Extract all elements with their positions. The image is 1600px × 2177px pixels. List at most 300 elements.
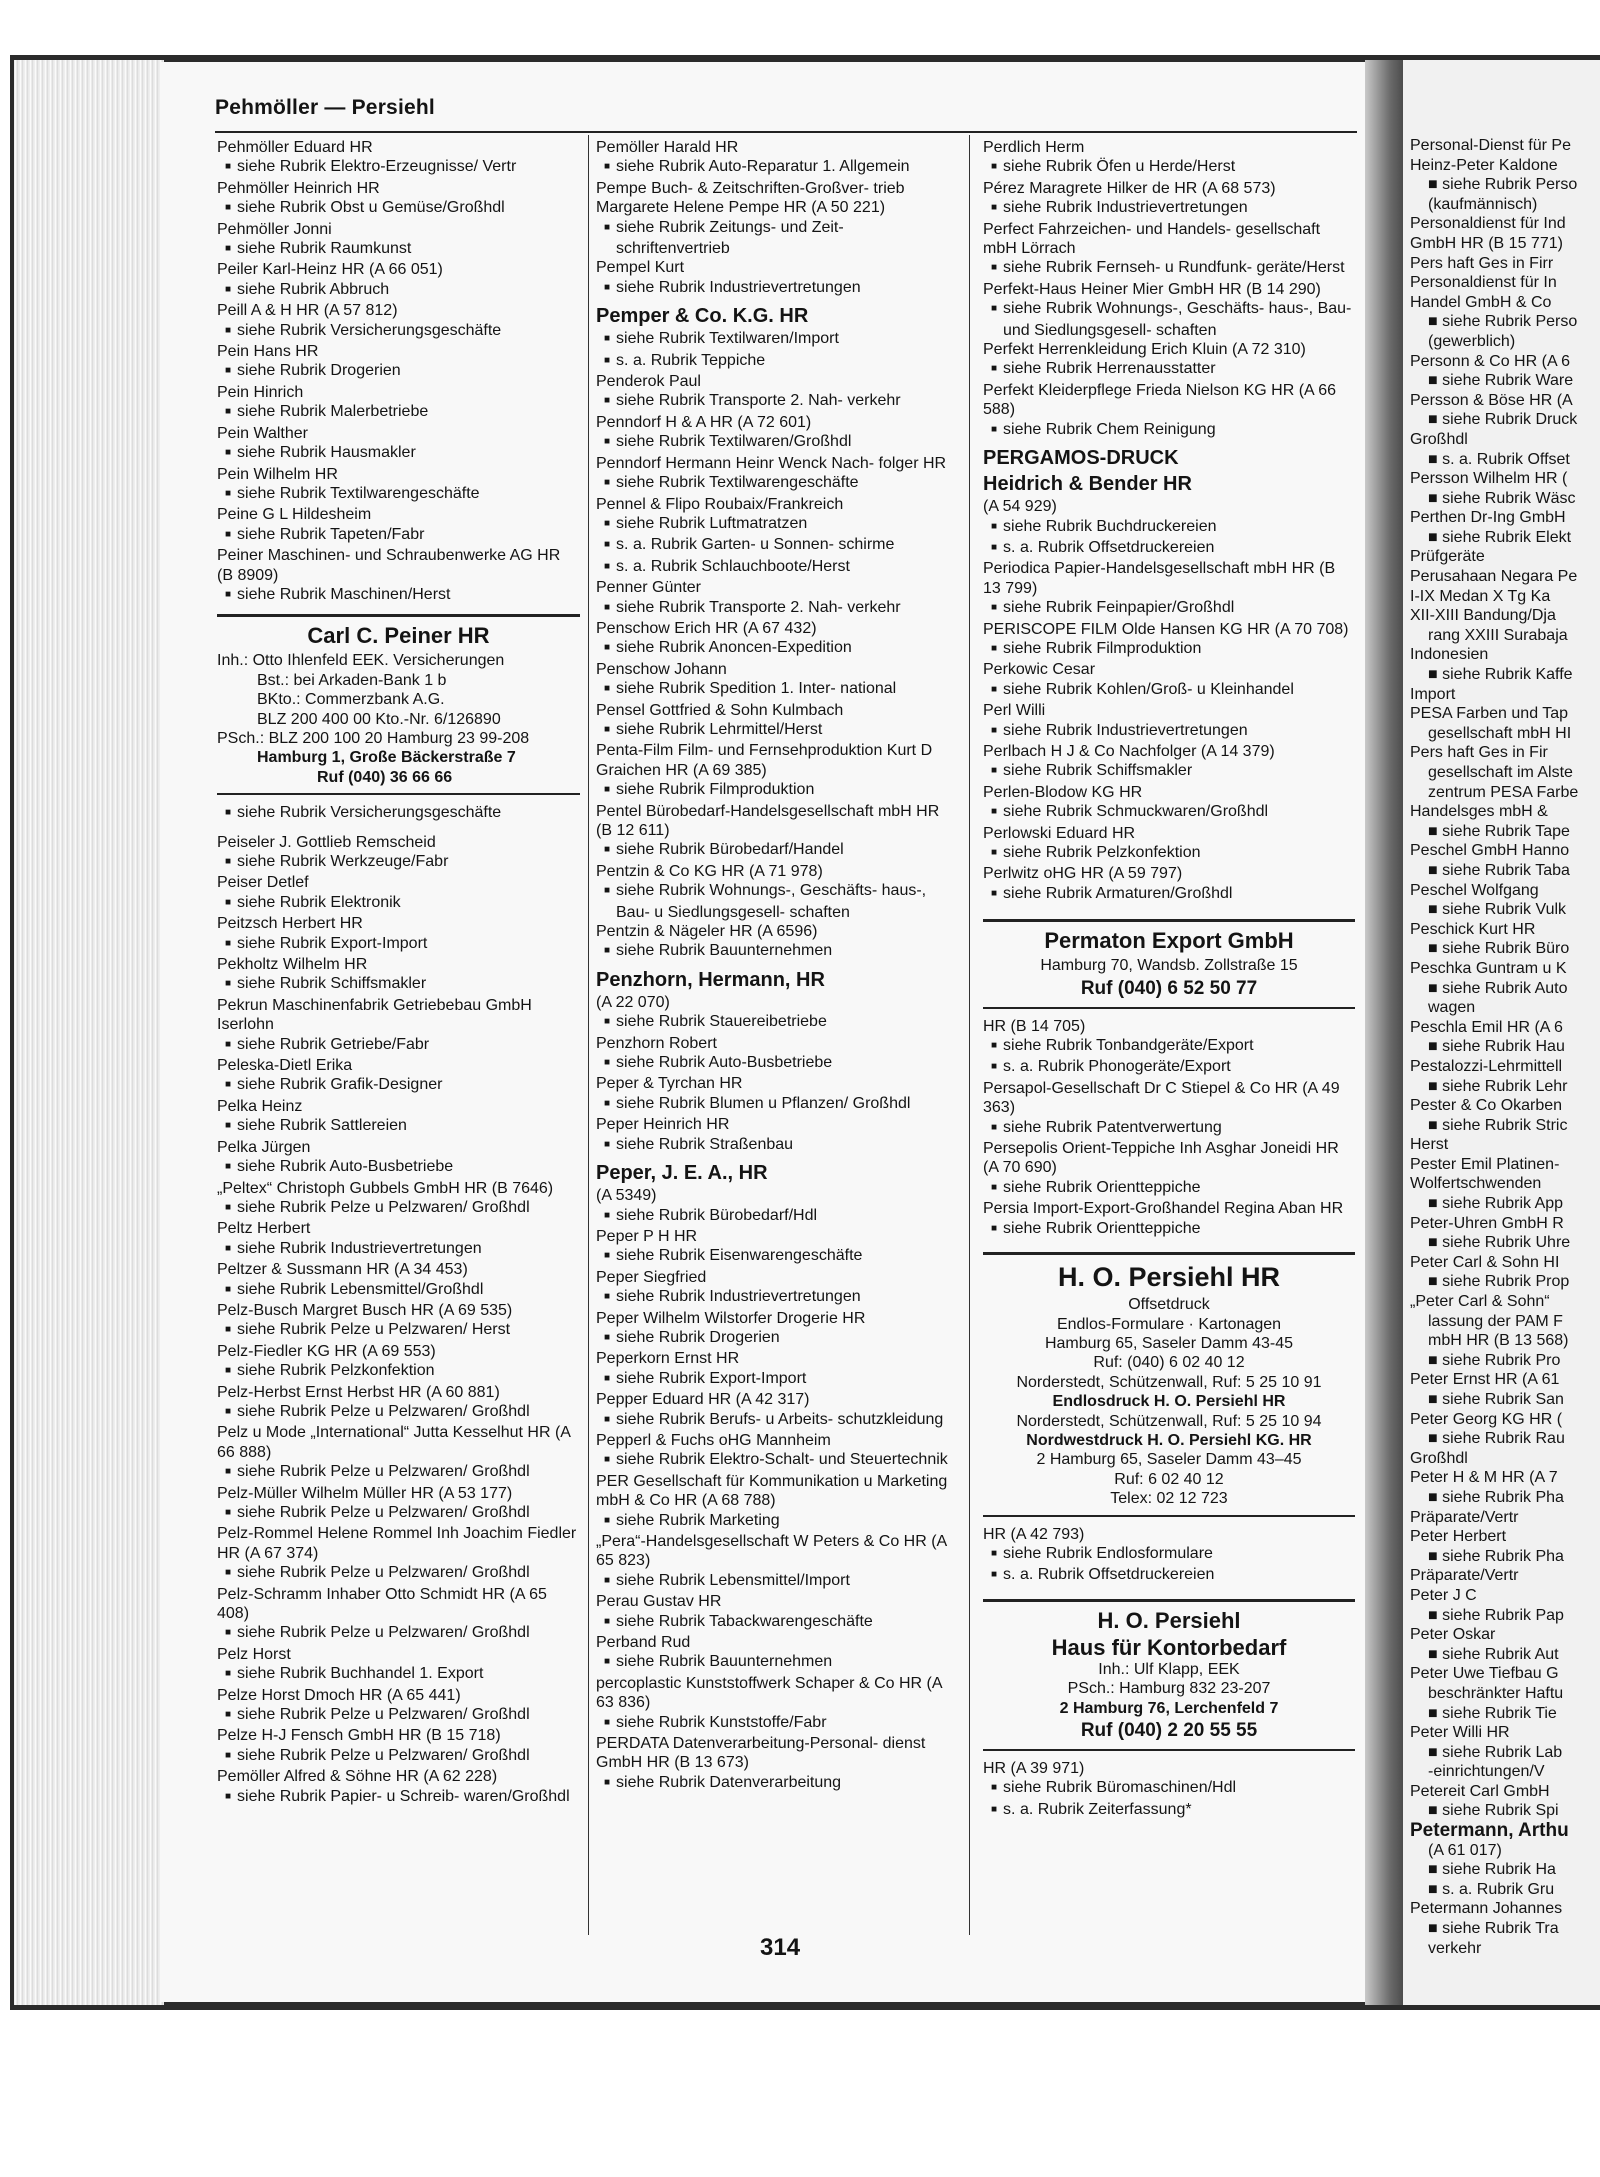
rubrik-ref: ■ siehe Rubrik Auto-Busbetriebe [217,1157,580,1178]
ad-body [217,651,580,787]
entry-name: (A 5349) [596,1187,657,1205]
entry-name: Peper P H HR [596,1227,698,1245]
facing-page-line: Peschel GmbH Hanno [1410,842,1570,860]
facing-page-line: „Peter Carl & Sohn“ [1410,1293,1550,1311]
ad-line: Ruf: (040) 6 02 40 12 [1093,1354,1245,1372]
ad-line: 2 Hamburg 65, Saseler Damm 43–45 [1036,1451,1302,1469]
entry-name: Perdlich Herm [983,139,1085,156]
rubrik-ref: ■ siehe Rubrik Textilwarengeschäfte [596,473,958,494]
entry-name: Pelze Horst Dmoch HR (A 65 441) [217,1686,461,1704]
directory-entry [217,220,580,261]
directory-entry [217,1383,580,1424]
directory-entry [596,1074,958,1115]
rubrik-ref: ■ siehe Rubrik Versicherungsgeschäfte [217,803,580,824]
rubrik-ref: ■ siehe Rubrik Kohlen/Groß- u Kleinhandel [983,680,1355,701]
rubrik-ref: ■ siehe Rubrik Obst u Gemüse/Großhdl [217,198,580,219]
book-page-edges [14,60,164,2005]
rubrik-ref: ■ siehe Rubrik Lebensmittel/Import [596,1571,958,1592]
directory-entry [596,454,958,495]
entry-name: Peiseler J. Gottlieb Remscheid [217,833,436,851]
facing-page-line: Heinz-Peter Kaldone [1410,156,1558,174]
entry-name: Penderok Paul [596,373,701,391]
page-number: 314 [760,1934,801,1961]
entry-group [983,138,1355,441]
rubrik-ref: ■ siehe Rubrik Pelze u Pelzwaren/ Großhdl [217,1503,580,1524]
facing-page-line: ■ siehe Rubrik Druck [1428,411,1578,429]
ad-line: Bst.: bei Arkaden-Bank 1 b [257,671,447,689]
facing-page-line: GmbH HR (B 15 771) [1410,234,1563,252]
directory-entry [596,619,958,660]
entry-name: Pelz-Rommel Helene Rommel Inh Joachim Fiedler HR (A 67 374) [217,1525,577,1562]
ad-peiner [217,614,580,795]
facing-page-line: Perthen Dr-Ing GmbH [1410,509,1566,527]
directory-entry [217,1219,580,1260]
directory-entry [217,424,580,465]
directory-entry [217,1138,580,1179]
facing-page-line: ■ siehe Rubrik Prop [1428,1273,1570,1291]
facing-page-line: ■ siehe Rubrik Pap [1428,1606,1564,1624]
facing-page-line: Präparate/Vertr [1410,1508,1519,1526]
entry-name: Perlen-Blodow KG HR [983,783,1143,801]
facing-page-line: Indonesien [1410,646,1489,664]
facing-page-line: zentrum PESA Farbe [1428,783,1579,801]
facing-page-line: I-IX Medan X Tg Ka [1410,587,1551,605]
entry-name: Perfekt Herrenkleidung Erich Kluin (A 72 310) [983,341,1306,359]
rubrik-ref: ■ siehe Rubrik Schmuckwaren/Großhdl [983,802,1355,823]
entry-name: Pelka Jürgen [217,1138,311,1156]
entry-name: Pelz u Mode „International“ Jutta Kesselhut HR (A 66 888) [217,1424,571,1461]
entry-name: Pepper Eduard HR (A 42 317) [596,1391,810,1409]
rubrik-ref: ■ siehe Rubrik Papier- u Schreib- waren/Großhdl [217,1787,580,1808]
facing-page-line: ■ siehe Rubrik Elekt [1428,528,1572,546]
rubrik-ref: ■ siehe Rubrik Tonbandgeräte/Export [983,1036,1355,1057]
directory-entry [596,1592,958,1633]
entry-name: Pentzin & Co KG HR (A 71 978) [596,862,823,880]
rubrik-ref: ■ siehe Rubrik Marketing [596,1511,958,1532]
facing-page-line: ■ siehe Rubrik Pha [1428,1547,1564,1565]
facing-page-line: ■ siehe Rubrik San [1428,1391,1564,1408]
rubrik-ref: ■ siehe Rubrik Pelze u Pelzwaren/ Großhdl [217,1705,580,1726]
facing-page-line: Peschel Wolfgang [1410,881,1539,899]
directory-entry [983,220,1355,280]
directory-entry [217,873,580,914]
facing-page-line: (kaufmännisch) [1428,195,1538,213]
rubrik-ref: ■ siehe Rubrik Textilwaren/Import [596,329,958,350]
rubrik-ref: ■ siehe Rubrik Bürobedarf/Hdl [596,1206,958,1227]
ad-title: H. O. Persiehl HR [1057,1262,1281,1293]
facing-page-line: Petereit Carl GmbH [1410,1782,1550,1800]
entry-name: Peper Heinrich HR [596,1116,730,1134]
facing-page-line: mbH HR (B 13 568) [1428,1332,1569,1350]
directory-entry [217,1056,580,1097]
entry-name: percoplastic Kunststoffwerk Schaper & Co HR (A 63 836) [596,1674,942,1712]
rubrik-ref: ■ siehe Rubrik Versicherungsgeschäfte [217,321,580,342]
directory-entry [596,701,958,742]
directory-entry [217,546,580,606]
facing-page-line: wagen [1428,999,1476,1017]
entry-name: Perlowski Eduard HR [983,824,1136,842]
directory-entry [596,372,958,413]
directory-entry [983,701,1355,742]
facing-page-line: (gewerblich) [1428,332,1516,350]
entry-name: Pekholtz Wilhelm HR [217,956,368,974]
rubrik-ref: ■ siehe Rubrik Pelze u Pelzwaren/ Herst [217,1320,580,1341]
directory-entry [983,381,1355,441]
directory-entry [596,1472,958,1532]
entry-name: PER Gesellschaft für Kommunikation u Marketing mbH & Co HR (A 68 788) [596,1472,948,1510]
entry-name: Pein Hinrich [217,383,304,401]
rubrik-ref: ■ siehe Rubrik Getriebe/Fabr [217,1035,580,1056]
rubrik-ref: ■ siehe Rubrik Industrievertretungen [596,1287,958,1308]
facing-page-line: ■ siehe Rubrik Perso [1428,313,1578,331]
entry-name: „Peltex“ Christoph Gubbels GmbH HR (B 7646) [217,1179,554,1197]
ad-line: Inh.: Ulf Klapp, EEK [1098,1660,1240,1678]
rubrik-ref: ■ s. a. Rubrik Offsetdruckereien [983,1565,1355,1586]
entry-name: Penndorf H & A HR (A 72 601) [596,413,812,431]
directory-entry [983,824,1355,865]
entry-name: Penzhorn Robert [596,1034,717,1052]
entry-name: Penschow Johann [596,660,727,678]
rubrik-ref: ■ siehe Rubrik Drogerien [596,1328,958,1349]
directory-entry [983,179,1355,220]
facing-page-line: Peter Uwe Tiefbau G [1410,1665,1559,1683]
entry-group [983,1525,1355,1587]
directory-entry [983,340,1355,381]
directory-entry [596,802,958,862]
facing-page-line: gesellschaft im Alste [1428,764,1573,781]
facing-page-line: Großhdl [1410,430,1468,448]
rubrik-ref: ■ siehe Rubrik Anoncen-Expedition [596,638,958,659]
entry-name: Peper Siegfried [596,1268,707,1286]
rubrik-ref: ■ siehe Rubrik Auto-Busbetriebe [596,1053,958,1074]
facing-page-line: Peter Willi HR [1410,1724,1510,1742]
facing-page-line: Pester Emil Platinen- [1410,1155,1560,1173]
facing-page-line: ■ siehe Rubrik Tape [1428,822,1570,840]
entry-name: PERDATA Datenverarbeitung-Personal- dienst GmbH HR (B 13 673) [596,1735,926,1772]
rubrik-ref: ■ siehe Rubrik Lehrmittel/Herst [596,720,958,741]
facing-page-line: XII-XIII Bandung/Dja [1410,607,1556,625]
entry-name: Persapol-Gesellschaft Dr C Stiepel & Co HR (A 49 363) [983,1079,1340,1117]
entry-name: Pein Walther [217,424,308,442]
bold-heading-pergamos-sub: Heidrich & Bender HR [983,473,1192,496]
facing-page-line: Herst [1410,1136,1449,1154]
directory-entry [983,559,1355,619]
facing-page-line: gesellschaft mbH HI [1428,724,1572,742]
ad-line: PSch.: BLZ 200 100 20 Hamburg 23 99-208 [217,729,530,747]
directory-entry [596,578,958,619]
directory-entry [596,1115,958,1156]
rubrik-ref: ■ siehe Rubrik Herrenausstatter [983,359,1355,380]
entry-name: Pehmöller Jonni [217,220,332,238]
directory-entry [217,1726,580,1767]
ad-line: BKto.: Commerzbank A.G. [257,691,445,709]
directory-entry [596,413,958,454]
rubrik-ref: ■ siehe Rubrik Werkzeuge/Fabr [217,852,580,873]
entry-name: Perau Gustav HR [596,1593,722,1611]
facing-page-line: beschränkter Haftu [1428,1684,1564,1702]
entry-name: Peltzer & Sussmann HR (A 34 453) [217,1261,468,1279]
entry-group [217,833,580,1809]
facing-page-line: ■ siehe Rubrik Stric [1428,1116,1568,1134]
facing-page-line: Pestalozzi-Lehrmittell [1410,1057,1563,1075]
entry-name: Pentel Bürobedarf-Handelsgesellschaft mbH HR (B 12 611) [596,802,940,839]
directory-entry [983,1759,1355,1821]
rubrik-ref: ■ siehe Rubrik Blumen u Pflanzen/ Großhdl [596,1094,958,1115]
directory-entry [596,495,958,579]
rubrik-ref: ■ siehe Rubrik Industrievertretungen [983,721,1355,742]
entry-name: Pemöller Alfred & Söhne HR (A 62 228) [217,1768,498,1786]
directory-entry [596,1734,958,1794]
entry-name: Pemöller Harald HR [596,139,739,156]
facing-page-line: Peter Georg KG HR ( [1410,1410,1563,1428]
rubrik-ref: ■ siehe Rubrik Industrievertretungen [596,278,958,299]
directory-entry [983,1139,1355,1199]
facing-page-line: Personal-Dienst für Pe [1410,137,1571,154]
rubrik-ref: ■ s. a. Rubrik Phonogeräte/Export [983,1057,1355,1078]
rubrik-ref: ■ siehe Rubrik Datenverarbeitung [596,1773,958,1794]
entry-name: HR (A 39 971) [983,1760,1085,1777]
bold-heading-peper: Peper, J. E. A., HR [596,1162,768,1185]
column-divider [969,135,970,1935]
entry-name: Pein Hans HR [217,343,319,361]
facing-page-line: ■ siehe Rubrik Kaffe [1428,666,1573,684]
facing-page-line: ■ siehe Rubrik Perso [1428,176,1578,194]
directory-entry [217,260,580,301]
facing-page-line: Perusahaan Negara Pe [1410,568,1578,586]
ad-line: Telex: 02 12 723 [1110,1490,1228,1508]
directory-entry [596,1390,958,1431]
rubrik-ref: ■ siehe Rubrik Pelzkonfektion [983,843,1355,864]
directory-entry [596,138,958,179]
column-3 [983,138,1355,1821]
facing-page-line: ■ siehe Rubrik Ware [1428,372,1574,390]
directory-entry [217,301,580,342]
ad-line: Ruf: 6 02 40 12 [1114,1470,1224,1488]
facing-page-line: Peter Herbert [1410,1528,1507,1546]
facing-page-line: ■ siehe Rubrik Uhre [1428,1234,1571,1252]
column-2 [596,138,958,1794]
rubrik-ref: ■ siehe Rubrik Textilwaren/Großhdl [596,432,958,453]
ad-address: 2 Hamburg 76, Lerchenfeld 7 [1059,1699,1279,1717]
rubrik-ref: ■ siehe Rubrik Industrievertretungen [217,1239,580,1260]
entry-name: Pempel Kurt [596,259,685,277]
entry-name: Peleska-Dietl Erika [217,1057,353,1075]
facing-page-line: ■ siehe Rubrik Büro [1428,940,1570,958]
rubrik-ref: ■ siehe Rubrik Lebensmittel/Großhdl [217,1280,580,1301]
entry-name: Pennel & Flipo Roubaix/Frankreich [596,495,844,513]
directory-entry [596,1431,958,1472]
entry-name: Pelze H-J Fensch GmbH HR (B 15 718) [217,1727,501,1745]
entry-name: Peiner Maschinen- und Schraubenwerke AG HR (B 8909) [217,547,561,584]
rubrik-ref: ■ s. a. Rubrik Zeiterfassung* [983,1800,1355,1821]
entry-group [217,138,580,606]
ad-phone: Ruf (040) 2 20 55 55 [1080,1720,1258,1741]
bold-heading-pergamos: PERGAMOS-DRUCK [983,447,1179,470]
facing-page-line: rang XXIII Surabaja [1428,626,1568,644]
directory-entry [217,1260,580,1301]
rubrik-ref: ■ siehe Rubrik Wohnungs-, Geschäfts- haus-, Bau- und Siedlungsgesell- schaften [983,299,1355,340]
facing-page-line: ■ siehe Rubrik Tie [1428,1704,1557,1722]
entry-name: Pelz-Fiedler KG HR (A 69 553) [217,1342,436,1360]
facing-page-line: Peter Oskar [1410,1626,1496,1644]
rubrik-ref: ■ s. a. Rubrik Teppiche [596,351,958,372]
rubrik-ref: ■ siehe Rubrik Export-Import [596,1369,958,1390]
rubrik-ref: ■ siehe Rubrik Spedition 1. Inter- national [596,679,958,700]
entry-name: Pelz Horst [217,1645,291,1663]
facing-page-line: verkehr [1428,1939,1482,1957]
ad-permaton [983,919,1355,1008]
entry-name: Penndorf Hermann Heinr Wenck Nach- folger HR [596,454,947,472]
directory-entry [217,955,580,996]
facing-page-line: ■ siehe Rubrik App [1428,1195,1564,1213]
directory-entry [217,833,580,874]
rubrik-ref: ■ siehe Rubrik Endlosformulare [983,1544,1355,1565]
directory-entry [983,864,1355,905]
rubrik-ref: ■ siehe Rubrik Tapeten/Fabr [217,525,580,546]
directory-entry [217,383,580,424]
rubrik-ref: ■ siehe Rubrik Sattlereien [217,1116,580,1137]
facing-page-line: ■ siehe Rubrik Aut [1428,1645,1559,1663]
entry-name: Penschow Erich HR (A 67 432) [596,619,817,637]
entry-name: Pensel Gottfried & Sohn Kulmbach [596,701,844,719]
facing-page-line: ■ siehe Rubrik Lab [1428,1743,1563,1761]
directory-entry [217,179,580,220]
directory-entry [217,1645,580,1686]
directory-entry [596,660,958,701]
ad-line: Endlos-Formulare · Kartonagen [1056,1315,1282,1333]
entry-name: Peltz Herbert [217,1220,311,1238]
rubrik-ref: ■ siehe Rubrik Patentverwertung [983,1118,1355,1139]
facing-page-line: Prüfgeräte [1410,548,1485,566]
rubrik-ref: ■ siehe Rubrik Export-Import [217,934,580,955]
rubrik-ref: ■ siehe Rubrik Bauunternehmen [596,1652,958,1673]
rubrik-ref: ■ siehe Rubrik Pelze u Pelzwaren/ Großhdl [217,1746,580,1767]
rubrik-ref: ■ siehe Rubrik Abbruch [217,280,580,301]
rubrik-ref: ■ siehe Rubrik Transporte 2. Nah- verkehr [596,391,958,412]
rubrik-ref: ■ siehe Rubrik Pelze u Pelzwaren/ Großhdl [217,1563,580,1584]
rubrik-ref: ■ siehe Rubrik Bürobedarf/Handel [596,840,958,861]
entry-name: Penner Günter [596,579,701,597]
entry-name: Peper Wilhelm Wilstorfer Drogerie HR [596,1309,866,1327]
entry-name: Pehmöller Heinrich HR [217,179,380,197]
rubrik-ref: ■ siehe Rubrik Armaturen/Großhdl [983,884,1355,905]
entry-group [596,1186,958,1794]
facing-page-line: Peschla Emil HR (A 6 [1410,1018,1563,1036]
entry-name: Perfekt Kleiderpflege Frieda Nielson KG HR (A 66 588) [983,381,1337,419]
rubrik-ref: ■ siehe Rubrik Raumkunst [217,239,580,260]
rubrik-ref: ■ siehe Rubrik Drogerien [217,361,580,382]
rubrik-ref: ■ siehe Rubrik Öfen u Herde/Herst [983,157,1355,178]
ad-title: Permaton Export GmbH [1044,928,1294,954]
directory-entry [217,1767,580,1808]
rubrik-ref: ■ siehe Rubrik Zeitungs- und Zeit- schriftenvertrieb [596,218,958,259]
facing-page-line: Persson & Böse HR (A [1410,391,1573,409]
directory-entry [596,179,958,259]
facing-page-column [1410,136,1600,1958]
rubrik-ref: ■ siehe Rubrik Berufs- u Arbeits- schutzkleidung [596,1410,958,1431]
directory-entry [217,1179,580,1220]
ad-line: Norderstedt, Schützenwall, Ruf: 5 25 10 91 [1016,1373,1322,1391]
entry-name: Pehmöller Eduard HR [217,139,373,156]
rubrik-ref: ■ siehe Rubrik Elektronik [217,893,580,914]
entry-name: Peperkorn Ernst HR [596,1350,740,1368]
directory-entry [596,922,958,963]
entry-name: Perband Rud [596,1634,691,1652]
directory-entry [983,1079,1355,1139]
entry-name: Pekrun Maschinenfabrik Getriebebau GmbH Iserlohn [217,996,532,1034]
rubrik-ref: ■ siehe Rubrik Schiffsmakler [217,974,580,995]
directory-entry [596,1186,958,1227]
rubrik-ref: ■ s. a. Rubrik Schlauchboote/Herst [596,557,958,578]
entry-name: Perlbach H J & Co Nachfolger (A 14 379) [983,742,1275,760]
entry-name: Pepperl & Fuchs oHG Mannheim [596,1431,831,1449]
entry-name: Persia Import-Export-Großhandel Regina Aban HR [983,1200,1344,1218]
directory-entry [596,862,958,922]
rubrik-ref: ■ siehe Rubrik Industrievertretungen [983,198,1355,219]
ad-line: Hamburg 65, Saseler Damm 43-45 [1044,1334,1294,1352]
rubrik-ref: ■ siehe Rubrik Grafik-Designer [217,1075,580,1096]
rubrik-ref: ■ siehe Rubrik Transporte 2. Nah- verkehr [596,598,958,619]
rubrik-ref: ■ siehe Rubrik Buchdruckereien [983,517,1355,538]
rubrik-ref: ■ siehe Rubrik Orientteppiche [983,1178,1355,1199]
directory-entry [596,993,958,1034]
ad-line: Inh.: Otto Ihlenfeld EEK. Versicherungen [217,652,505,670]
ad-persiehl [983,1252,1355,1516]
ad-address: Hamburg 70, Wandsb. Zollstraße 15 [1040,957,1298,975]
rubrik-ref: ■ siehe Rubrik Stauereibetriebe [596,1012,958,1033]
entry-name: Pein Wilhelm HR [217,465,338,483]
rubrik-ref: ■ siehe Rubrik Chem Reinigung [983,420,1355,441]
directory-entry [596,1227,958,1268]
facing-page-line: Peter H & M HR (A 7 [1410,1469,1558,1487]
directory-entry [983,1017,1355,1079]
entry-name: Periodica Papier-Handelsgesellschaft mbH HR (B 13 799) [983,560,1336,597]
rubrik-ref: ■ siehe Rubrik Fernseh- u Rundfunk- geräte/Herst [983,258,1355,279]
rubrik-ref: ■ siehe Rubrik Filmproduktion [596,780,958,801]
ad-line: Nordwestdruck H. O. Persiehl KG. HR [1026,1431,1312,1449]
facing-page-line: Personaldienst für In [1410,274,1557,292]
rubrik-ref: ■ siehe Rubrik Büromaschinen/Hdl [983,1778,1355,1799]
facing-page-line: ■ siehe Rubrik Taba [1428,861,1570,879]
directory-entry [983,138,1355,179]
running-head: Pehmöller — Persiehl [215,96,435,119]
bold-heading-penzhorn: Penzhorn, Hermann, HR [596,968,825,991]
entry-group [596,372,958,963]
entry-name: Perfect Fahrzeichen- und Handels- gesellschaft mbH Lörrach [983,220,1321,258]
facing-page-line: Großhdl [1410,1449,1468,1467]
column-1 [217,138,580,1808]
directory-entry [217,1097,580,1138]
entry-name: Pelz-Müller Wilhelm Müller HR (A 53 177) [217,1484,513,1502]
directory-entry [217,1524,580,1584]
directory-entry [217,1301,580,1342]
facing-page-line: ■ siehe Rubrik Wäsc [1428,489,1576,507]
facing-page-line: Wolfertschwenden [1410,1175,1542,1193]
facing-page-line: Präparate/Vertr [1410,1567,1519,1585]
facing-page-line: Peter-Uhren GmbH R [1410,1214,1564,1232]
entry-name: Perlwitz oHG HR (A 59 797) [983,865,1183,883]
directory-entry [217,505,580,546]
rubrik-ref: ■ siehe Rubrik Wohnungs-, Geschäfts- haus-, Bau- u Siedlungsgesell- schaften [596,881,958,922]
rubrik-ref: ■ siehe Rubrik Kunststoffe/Fabr [596,1713,958,1734]
entry-name: Perfekt-Haus Heiner Mier GmbH HR (B 14 290) [983,280,1321,298]
entry-name: Penta-Film Film- und Fernsehproduktion Kurt D Graichen HR (A 69 385) [596,742,933,779]
directory-entry [217,465,580,506]
directory-entry [596,1034,958,1075]
entry-name: Peiler Karl-Heinz HR (A 66 051) [217,261,443,279]
rubrik-ref: ■ siehe Rubrik Eisenwarengeschäfte [596,1246,958,1267]
ad-title: Carl C. Peiner HR [307,623,490,649]
